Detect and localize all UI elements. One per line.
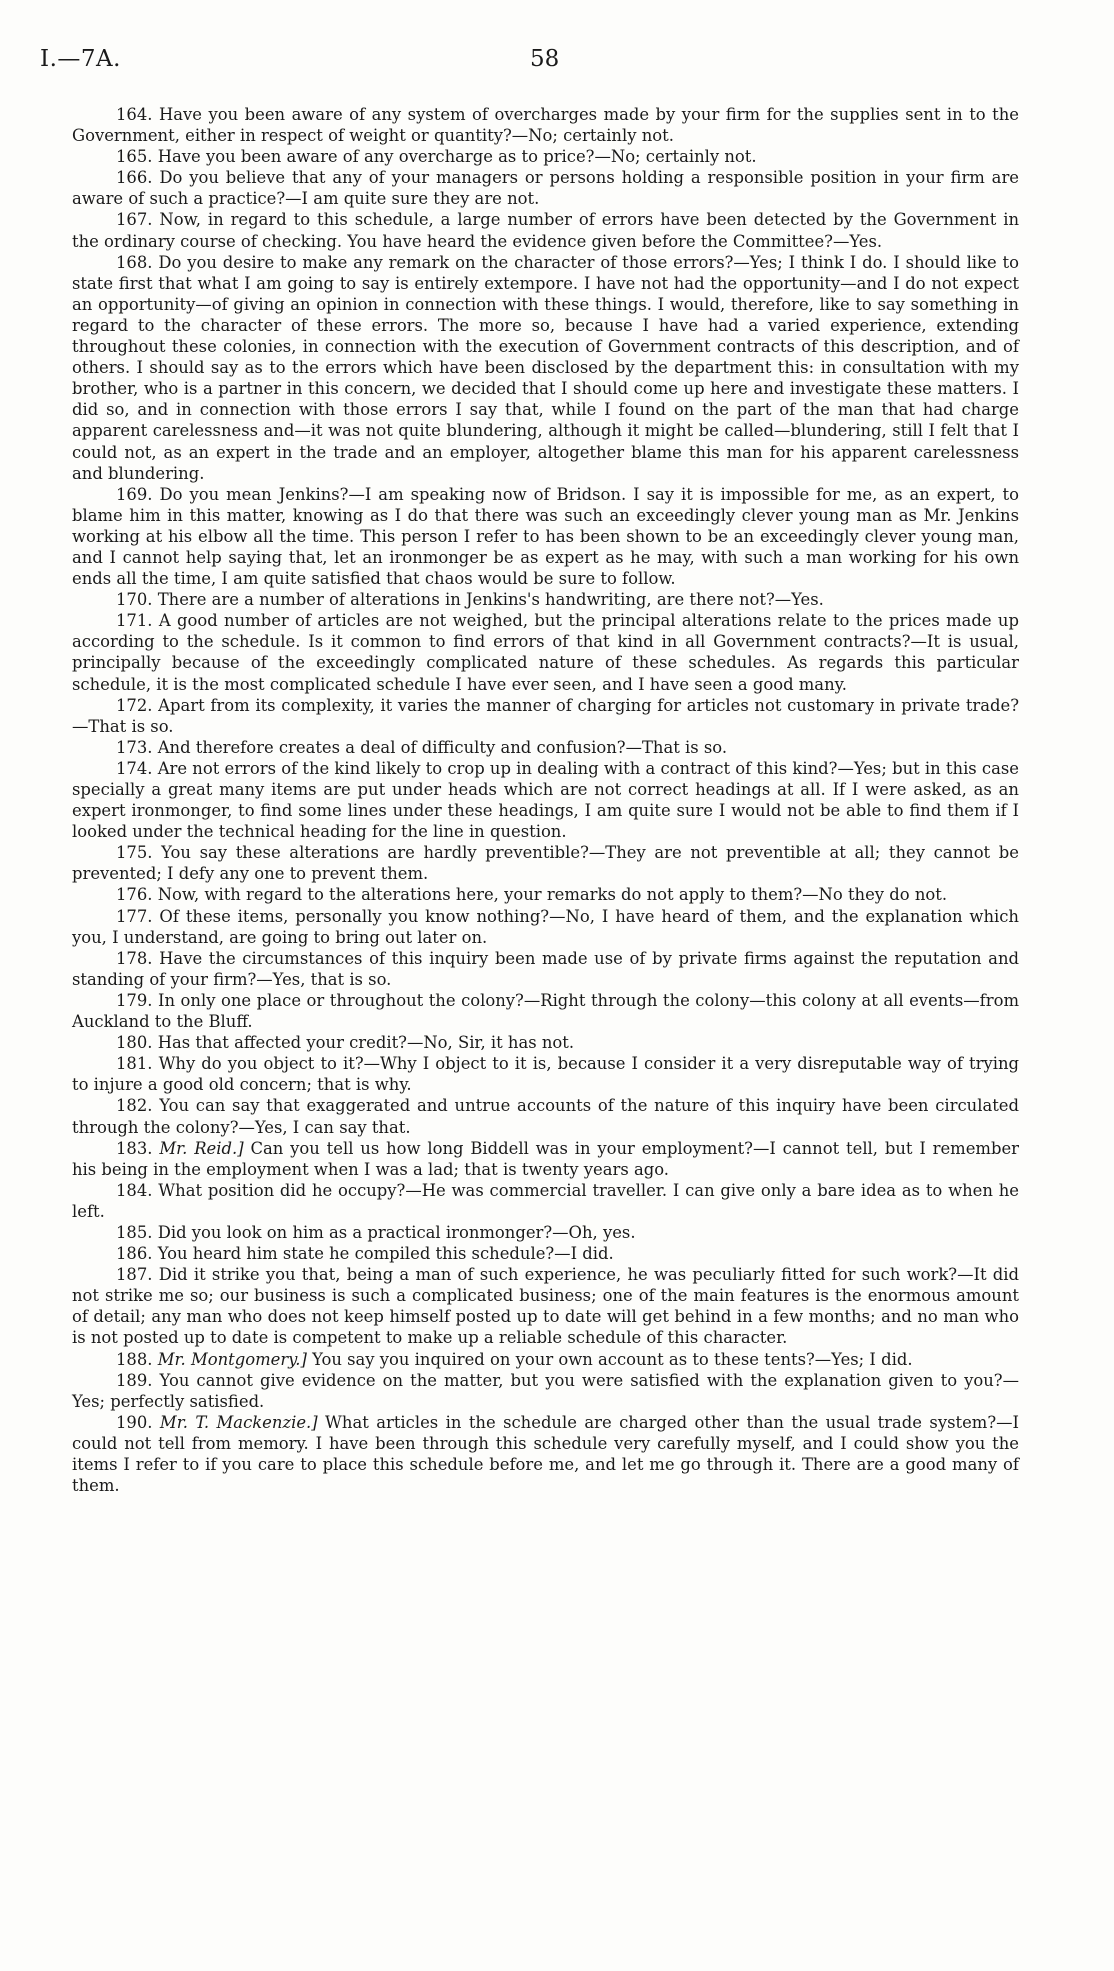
question-164: 164. Have you been aware of any system of overcharges made by your firm for the supplies sent in to the Government, either in respect of weight or quantity?—No; certainly not. xyxy=(72,105,1019,146)
question-183 xyxy=(72,1138,1019,1180)
question-169: 169. Do you mean Jenkins?—I am speaking now of Bridson. I say it is impossible for me, as an expert, to blame him in this matter, knowing as I do that there was such an exceedingly clever young man as Mr. Jenkins working at his elbow all the time. This person I refer to has been shown to be an exceedingly clever young man, and I cannot help saying that, let an ironmonger be as expert as he may, with such a man working for his own ends all the time, I am quite satisfied that chaos would be sure to follow. xyxy=(72,484,1019,589)
question-165: 165. Have you been aware of any overcharge as to price?—No; certainly not. xyxy=(116,147,757,167)
question-173: 173. And therefore creates a deal of difficulty and confusion?—That is so. xyxy=(116,737,728,757)
question-189: 189. You cannot give evidence on the matter, but you were satisfied with the explanation given to you?—Yes; perfectly satisfied. xyxy=(72,1370,1019,1411)
question-182: 182. You can say that exaggerated and untrue accounts of the nature of this inquiry have been circulated through the colony?—Yes, I can say that. xyxy=(72,1096,1019,1137)
question-176: 176. Now, with regard to the alterations here, your remarks do not apply to them?—No they do not. xyxy=(116,885,948,905)
speaker-name: Mr. T. Mackenzie.] xyxy=(159,1412,318,1432)
question-190 xyxy=(72,1412,1019,1496)
question-number: 188. xyxy=(116,1349,153,1369)
document-reference: I.—7A. xyxy=(40,46,121,72)
evidence-body xyxy=(72,104,1019,1496)
question-178: 178. Have the circumstances of this inquiry been made use of by private firms against the reputation and standing of your firm?—Yes, that is so. xyxy=(72,948,1019,989)
question-167: 167. Now, in regard to this schedule, a large number of errors have been detected by the Government in the ordinary course of checking. You have heard the evidence given before the Committee?—Yes. xyxy=(72,210,1019,251)
speaker-name: Mr. Montgomery.] xyxy=(157,1349,307,1369)
question-171: 171. A good number of articles are not weighed, but the principal alterations relate to the prices made up according to the schedule. Is it common to find errors of that kind in all Government contracts?—It is usual, principally because of the exceedingly complicated nature of these schedules. As regards this particular schedule, it is the most complicated schedule I have ever seen, and I have seen a good many. xyxy=(72,611,1019,694)
question-text: What articles in the schedule are charged other than the usual trade system?—I could not tell from memory. I have been through this schedule very carefully myself, and I could show you the items I refer to if you care to place this schedule before me, and let me go through it. There are a good many of them. xyxy=(72,1412,1019,1496)
question-179: 179. In only one place or throughout the colony?—Right through the colony—this colony at all events—from Auckland to the Bluff. xyxy=(72,990,1019,1032)
question-174: 174. Are not errors of the kind likely to crop up in dealing with a contract of this kind?—Yes; but in this case specially a great many items are put under heads which are not correct headings at all. If I were asked, as an expert ironmonger, to find some lines under these headings, I am quite sure I would not be able to find them if I looked under the technical heading for the line in question. xyxy=(72,758,1019,842)
question-number: 190. xyxy=(116,1412,153,1432)
speaker-name: Mr. Reid.] xyxy=(159,1138,244,1158)
question-185: 185. Did you look on him as a practical ironmonger?—Oh, yes. xyxy=(116,1222,636,1242)
question-175: 175. You say these alterations are hardly preventible?—They are not preventible at all; they cannot be prevented; I defy any one to prevent them. xyxy=(72,843,1019,884)
question-180: 180. Has that affected your credit?—No, Sir, it has not. xyxy=(116,1033,575,1053)
question-170: 170. There are a number of alterations in Jenkins's handwriting, are there not?—Yes. xyxy=(116,590,824,610)
question-168: 168. Do you desire to make any remark on the character of those errors?—Yes; I think I do. I should like to state first that what I am going to say is entirely extempore. I have not had the opportunity—and I do not expect an opportunity—of giving an opinion in connection with these things. I would, therefore, like to say something in regard to the character of these errors. The more so, because I have had a varied experience, extending throughout these colonies, in connection with the execution of Government contracts of this description, and of others. I should say as to the errors which have been disclosed by the department this: in consultation with my brother, who is a partner in this concern, we decided that I should come up here and investigate these matters. I did so, and in connection with those errors I say that, while I found on the part of the man that had charge apparent carelessness and—it was not quite blundering, although it might be called—blundering, still I felt that I could not, as an expert in the trade and an employer, altogether blame this man for his apparent carelessness and blundering. xyxy=(72,252,1019,483)
question-187: 187. Did it strike you that, being a man of such experience, he was peculiarly fitted for such work?—It did not strike me so; our business is such a complicated business; one of the main features is the enormous amount of detail; any man who does not keep himself posted up to date will get behind in a few months; and no man who is not posted up to date is competent to make up a reliable schedule of this character. xyxy=(72,1265,1019,1348)
question-text: You say you inquired on your own account as to these tents?—Yes; I did. xyxy=(312,1349,913,1369)
page-number: 58 xyxy=(530,46,560,72)
page-header xyxy=(0,46,1114,86)
question-184: 184. What position did he occupy?—He was commercial traveller. I can give only a bare idea as to when he left. xyxy=(72,1180,1019,1221)
question-177: 177. Of these items, personally you know nothing?—No, I have heard of them, and the explanation which you, I understand, are going to bring out later on. xyxy=(72,906,1019,947)
question-188 xyxy=(72,1349,1019,1370)
question-181: 181. Why do you object to it?—Why I object to it is, because I consider it a very disreputable way of trying to injure a good old concern; that is why. xyxy=(72,1054,1019,1095)
question-186: 186. You heard him state he compiled this schedule?—I did. xyxy=(116,1244,614,1264)
question-166: 166. Do you believe that any of your managers or persons holding a responsible position in your firm are aware of such a practice?—I am quite sure they are not. xyxy=(72,168,1019,209)
question-172: 172. Apart from its complexity, it varies the manner of charging for articles not customary in private trade?—That is so. xyxy=(72,695,1019,736)
question-text: Can you tell us how long Biddell was in your employment?—I cannot tell, but I remember his being in the employment when I was a lad; that is twenty years ago. xyxy=(72,1138,1019,1179)
question-number: 183. xyxy=(116,1138,153,1158)
